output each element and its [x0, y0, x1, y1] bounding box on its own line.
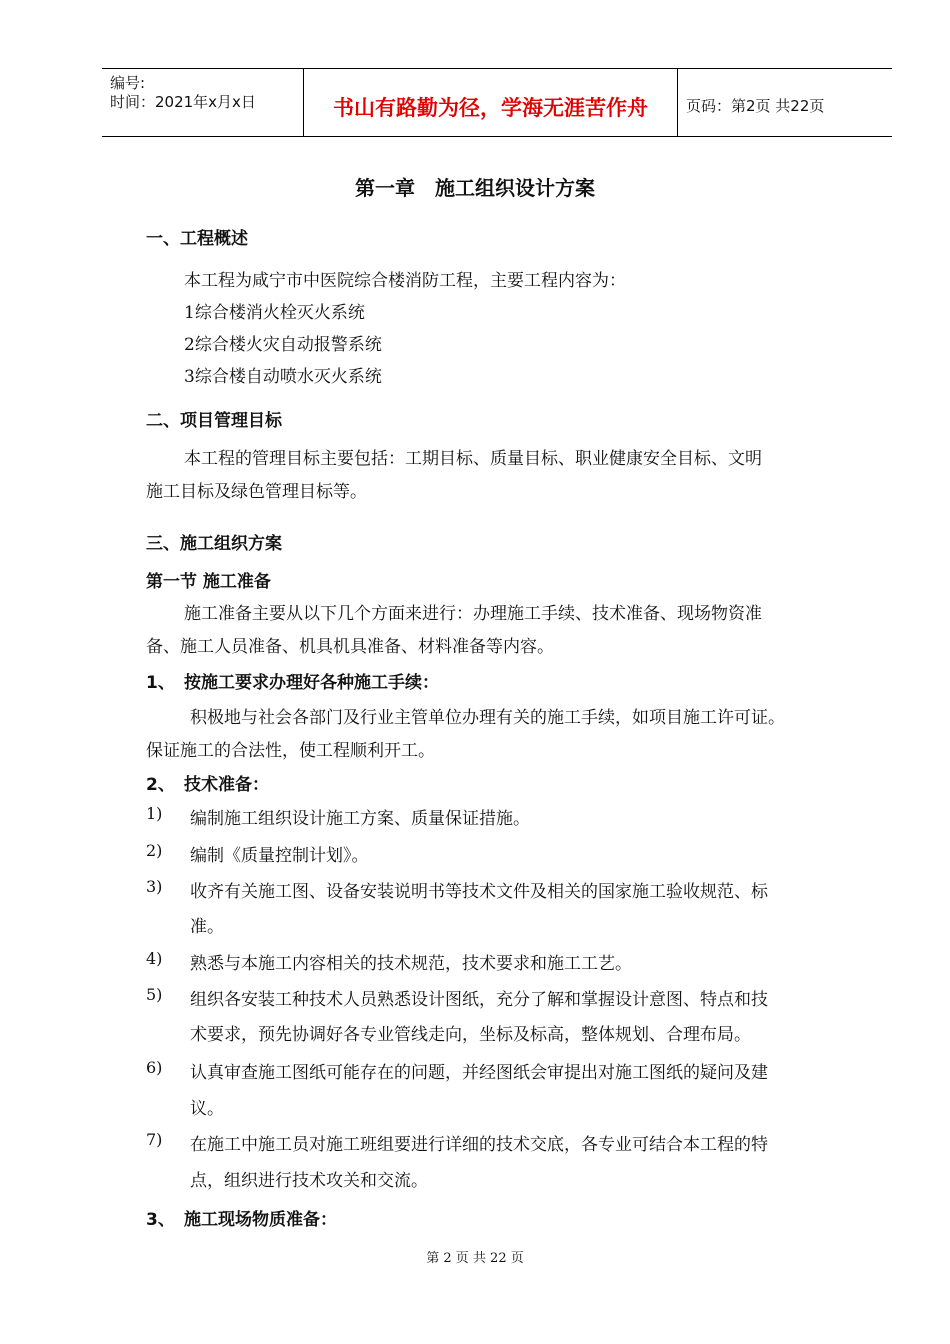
procedures-line: 积极地与社会各部门及行业主管单位办理有关的施工手续，如项目施工许可证。	[190, 708, 785, 728]
procedures-line: 保证施工的合法性，使工程顺利开工。	[146, 741, 435, 761]
item-number: 2、	[146, 775, 175, 795]
doc-date: 时间：2021年x月x日	[110, 93, 256, 111]
overview-item: 2综合楼火灾自动报警系统	[184, 335, 382, 355]
overview-intro: 本工程为咸宁市中医院综合楼消防工程，主要工程内容为：	[184, 271, 626, 291]
overview-item: 3综合楼自动喷水灭火系统	[184, 367, 382, 387]
chapter-title: 第一章 施工组织设计方案	[355, 176, 595, 200]
list-number: 7)	[146, 1130, 163, 1149]
item-number: 1、	[146, 673, 175, 693]
list-item-line: 认真审查施工图纸可能存在的问题，并经图纸会审提出对施工图纸的疑问及建	[190, 1063, 768, 1083]
section-heading-goals: 二、项目管理目标	[146, 411, 282, 431]
list-item-line: 组织各安装工种技术人员熟悉设计图纸，充分了解和掌握设计意图、特点和技	[190, 990, 768, 1010]
item-heading-materials: 施工现场物质准备：	[184, 1210, 337, 1230]
item-heading-technical: 技术准备：	[184, 775, 269, 795]
motto-text: 书山有路勤为径，学海无涯苦作舟	[333, 96, 648, 120]
overview-item: 1综合楼消火栓灭火系统	[184, 303, 365, 323]
document-header	[102, 68, 892, 137]
list-item-line: 准。	[190, 917, 224, 937]
item-number: 3、	[146, 1210, 175, 1230]
list-item-line: 熟悉与本施工内容相关的技术规范，技术要求和施工工艺。	[190, 954, 632, 974]
list-item-line: 编制《质量控制计划》。	[190, 846, 369, 866]
list-item-line: 术要求，预先协调好各专业管线走向，坐标及标高，整体规划、合理布局。	[190, 1025, 751, 1045]
list-item-line: 议。	[190, 1099, 224, 1119]
header-motto-cell	[304, 69, 678, 136]
section-heading-overview: 一、工程概述	[146, 229, 248, 249]
list-number: 1)	[146, 804, 163, 823]
subsection-heading-preparation: 第一节 施工准备	[146, 572, 271, 592]
preparation-intro-line: 备、施工人员准备、机具机具准备、材料准备等内容。	[146, 637, 554, 657]
doc-number-label: 编号:	[110, 74, 146, 92]
page-code: 页码：第2页 共22页	[686, 97, 825, 115]
list-number: 5)	[146, 985, 163, 1004]
list-item-line: 在施工中施工员对施工班组要进行详细的技术交底，各专业可结合本工程的特	[190, 1135, 768, 1155]
list-item-line: 收齐有关施工图、设备安装说明书等技术文件及相关的国家施工验收规范、标	[190, 882, 768, 902]
item-heading-procedures: 按施工要求办理好各种施工手续：	[184, 673, 439, 693]
goals-line: 施工目标及绿色管理目标等。	[146, 482, 367, 502]
preparation-intro-line: 施工准备主要从以下几个方面来进行：办理施工手续、技术准备、现场物资准	[184, 604, 762, 624]
list-item-line: 编制施工组织设计施工方案、质量保证措施。	[190, 809, 530, 829]
goals-line: 本工程的管理目标主要包括：工期目标、质量目标、职业健康安全目标、文明	[184, 449, 762, 469]
section-heading-organization: 三、施工组织方案	[146, 534, 282, 554]
list-number: 4)	[146, 949, 163, 968]
header-meta-cell	[102, 69, 304, 136]
list-number: 3)	[146, 877, 163, 896]
list-number: 2)	[146, 841, 163, 860]
list-item-line: 点，组织进行技术攻关和交流。	[190, 1171, 428, 1191]
header-page-cell	[678, 69, 892, 136]
page-footer: 第 2 页 共 22 页	[426, 1251, 524, 1266]
list-number: 6)	[146, 1058, 163, 1077]
